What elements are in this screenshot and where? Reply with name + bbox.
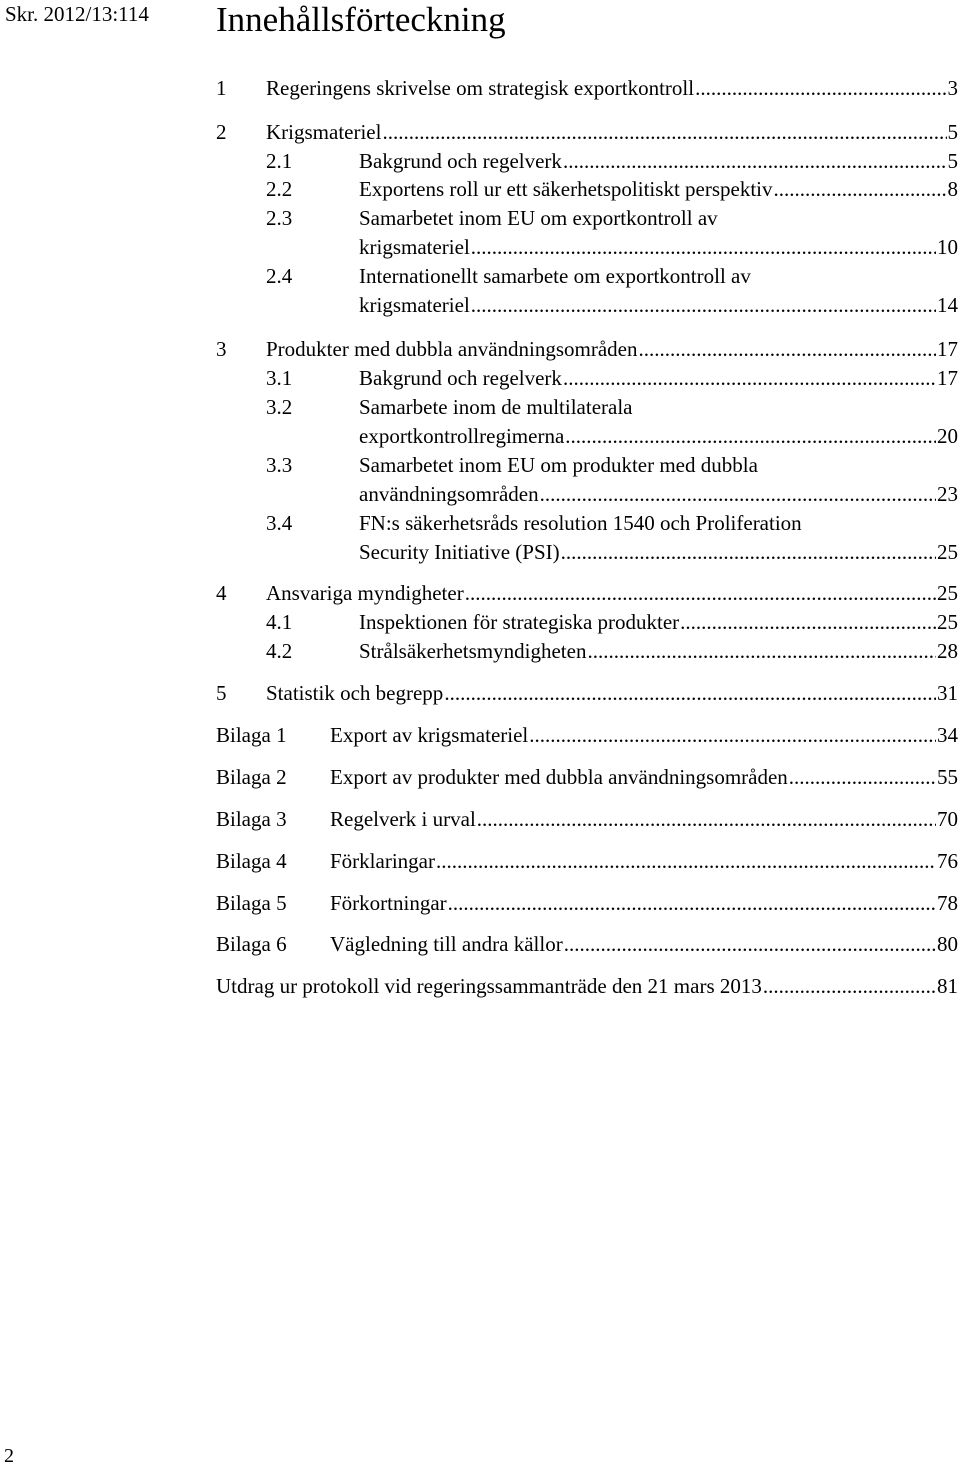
toc-page: 5: [947, 120, 958, 144]
toc-entry-1[interactable]: [216, 73, 958, 103]
dot-leader: [448, 888, 936, 918]
toc-entry-2-3[interactable]: [216, 203, 958, 233]
toc-title: Samarbete inom de multilaterala: [359, 395, 633, 419]
toc-number: 4.2: [266, 639, 293, 663]
toc-appendix-3[interactable]: [216, 804, 958, 834]
toc-line: [359, 174, 958, 204]
toc-line: [266, 334, 958, 364]
toc-title: Exportens roll ur ett säkerhetspolitiskt perspektiv: [359, 177, 773, 201]
toc-number: 3.4: [266, 511, 293, 535]
toc-line: [266, 678, 958, 708]
toc-number: 3: [216, 337, 227, 361]
toc-number: 3.1: [266, 366, 293, 390]
toc-entry-3-2-cont[interactable]: [216, 421, 958, 451]
dot-leader: [695, 73, 946, 103]
toc-entry-4[interactable]: [216, 578, 958, 608]
toc-page: 5: [947, 149, 958, 173]
toc-title-cont: krigsmateriel: [359, 235, 470, 259]
document-reference: Skr. 2012/13:114: [5, 2, 149, 26]
toc-line: [216, 971, 958, 1001]
toc-entry-3-4-cont[interactable]: [216, 537, 958, 567]
dot-leader: [639, 334, 937, 364]
toc-title: Bakgrund och regelverk: [359, 366, 562, 390]
dot-leader: [789, 762, 936, 792]
toc-protocol-extract[interactable]: [216, 971, 958, 1001]
toc-page: 3: [947, 76, 958, 100]
toc-entry-2[interactable]: [216, 117, 958, 147]
toc-title: Förkortningar: [330, 891, 447, 915]
toc-appendix-4[interactable]: [216, 846, 958, 876]
toc-line: [330, 720, 958, 750]
toc-entry-4-2[interactable]: [216, 636, 958, 666]
toc-appendix-2[interactable]: [216, 762, 958, 792]
toc-title: Krigsmateriel: [266, 120, 382, 144]
toc-entry-3-4[interactable]: [216, 508, 958, 538]
toc-title: Samarbetet inom EU om produkter med dubbla: [359, 453, 758, 477]
toc-page: 31: [937, 681, 958, 705]
toc-appendix-5[interactable]: [216, 888, 958, 918]
toc-line: [359, 363, 958, 393]
toc-page: 80: [937, 932, 958, 956]
toc-entry-2-4-cont[interactable]: [216, 290, 958, 320]
toc-page: 76: [937, 849, 958, 873]
toc-line: [330, 804, 958, 834]
dot-leader: [565, 421, 936, 451]
toc-page: 25: [937, 581, 958, 605]
toc-page: 78: [937, 891, 958, 915]
toc-title: Statistik och begrepp: [266, 681, 444, 705]
dot-leader: [587, 636, 936, 666]
dot-leader: [564, 929, 936, 959]
toc-entry-3[interactable]: [216, 334, 958, 364]
toc-page: 25: [937, 540, 958, 564]
toc-page: 17: [937, 337, 958, 361]
toc-number: 2.4: [266, 264, 293, 288]
dot-leader: [561, 537, 936, 567]
dot-leader: [471, 232, 936, 262]
toc-title: FN:s säkerhetsråds resolution 1540 och Proliferation: [359, 511, 802, 535]
appendix-number: Bilaga 3: [216, 807, 287, 831]
page-number: 2: [4, 1445, 14, 1467]
dot-leader: [444, 678, 936, 708]
dot-leader: [471, 290, 936, 320]
toc-title: Export av krigsmateriel: [330, 723, 529, 747]
toc-page: 34: [937, 723, 958, 747]
toc-line: [359, 479, 958, 509]
appendix-number: Bilaga 5: [216, 891, 287, 915]
dot-leader: [529, 720, 936, 750]
toc-appendix-1[interactable]: [216, 720, 958, 750]
page-title: Innehållsförteckning: [216, 0, 506, 39]
toc-line: [359, 146, 958, 176]
toc-page: 20: [937, 424, 958, 448]
appendix-number: Bilaga 2: [216, 765, 287, 789]
toc-page: 25: [937, 610, 958, 634]
toc-title: Regelverk i urval: [330, 807, 476, 831]
toc-entry-5[interactable]: [216, 678, 958, 708]
toc-title: Produkter med dubbla användningsområden: [266, 337, 638, 361]
toc-title-cont: användningsområden: [359, 482, 539, 506]
toc-number: 5: [216, 681, 227, 705]
toc-line: [359, 537, 958, 567]
dot-leader: [382, 117, 946, 147]
toc-number: 2: [216, 120, 227, 144]
toc-title: Internationellt samarbete om exportkontroll av: [359, 264, 751, 288]
toc-number: 2.3: [266, 206, 293, 230]
toc-number: 3.3: [266, 453, 293, 477]
toc-title: Regeringens skrivelse om strategisk exportkontroll: [266, 76, 695, 100]
dot-leader: [563, 363, 936, 393]
appendix-number: Bilaga 4: [216, 849, 287, 873]
toc-entry-2-3-cont[interactable]: [216, 232, 958, 262]
toc-number: 3.2: [266, 395, 293, 419]
dot-leader: [465, 578, 936, 608]
toc-line: [330, 846, 958, 876]
toc-entry-4-1[interactable]: [216, 607, 958, 637]
toc-page: 70: [937, 807, 958, 831]
toc-title: Bakgrund och regelverk: [359, 149, 562, 173]
toc-line: [359, 636, 958, 666]
toc-line: [359, 421, 958, 451]
dot-leader: [774, 174, 947, 204]
toc-title: Strålsäkerhetsmyndigheten: [359, 639, 587, 663]
toc-entry-2-4[interactable]: [216, 261, 958, 291]
toc-line: [266, 578, 958, 608]
toc-title: Ansvariga myndigheter: [266, 581, 464, 605]
toc-title-cont: Security Initiative (PSI): [359, 540, 560, 564]
toc-title: Inspektionen för strategiska produkter: [359, 610, 680, 634]
dot-leader: [763, 971, 936, 1001]
toc-page: 8: [947, 177, 958, 201]
toc-line: [330, 929, 958, 959]
toc-page: 23: [937, 482, 958, 506]
toc-title: Export av produkter med dubbla användningsområden: [330, 765, 788, 789]
dot-leader: [436, 846, 936, 876]
dot-leader: [477, 804, 936, 834]
toc-page: 28: [937, 639, 958, 663]
toc-line: [330, 762, 958, 792]
appendix-number: Bilaga 6: [216, 932, 287, 956]
toc-entry-3-3[interactable]: [216, 450, 958, 480]
toc-page: 17: [937, 366, 958, 390]
toc-title: Vägledning till andra källor: [330, 932, 563, 956]
toc-entry-3-3-cont[interactable]: [216, 479, 958, 509]
toc-entry-3-2[interactable]: [216, 392, 958, 422]
dot-leader: [563, 146, 947, 176]
toc-appendix-6[interactable]: [216, 929, 958, 959]
toc-title: Samarbetet inom EU om exportkontroll av: [359, 206, 718, 230]
toc-number: 4.1: [266, 610, 293, 634]
toc-line: [266, 117, 958, 147]
toc-number: 4: [216, 581, 227, 605]
toc-title: Utdrag ur protokoll vid regeringssammanträde den 21 mars 2013: [216, 974, 762, 998]
toc-page: 55: [937, 765, 958, 789]
toc-title-cont: krigsmateriel: [359, 293, 470, 317]
dot-leader: [680, 607, 936, 637]
toc-page: 10: [937, 235, 958, 259]
toc-number: 2.1: [266, 149, 293, 173]
toc-number: 1: [216, 76, 227, 100]
toc-page: 14: [937, 293, 958, 317]
toc-entry-3-1[interactable]: [216, 363, 958, 393]
toc-number: 2.2: [266, 177, 293, 201]
toc-entry-2-1[interactable]: [216, 146, 958, 176]
toc-page: 81: [937, 974, 958, 998]
toc-title-cont: exportkontrollregimerna: [359, 424, 565, 448]
toc-title: Förklaringar: [330, 849, 435, 873]
toc-line: [359, 290, 958, 320]
toc-line: [330, 888, 958, 918]
toc-line: [359, 232, 958, 262]
appendix-number: Bilaga 1: [216, 723, 287, 747]
toc-line: [266, 73, 958, 103]
toc-line: [359, 607, 958, 637]
dot-leader: [540, 479, 936, 509]
toc-entry-2-2[interactable]: [216, 174, 958, 204]
